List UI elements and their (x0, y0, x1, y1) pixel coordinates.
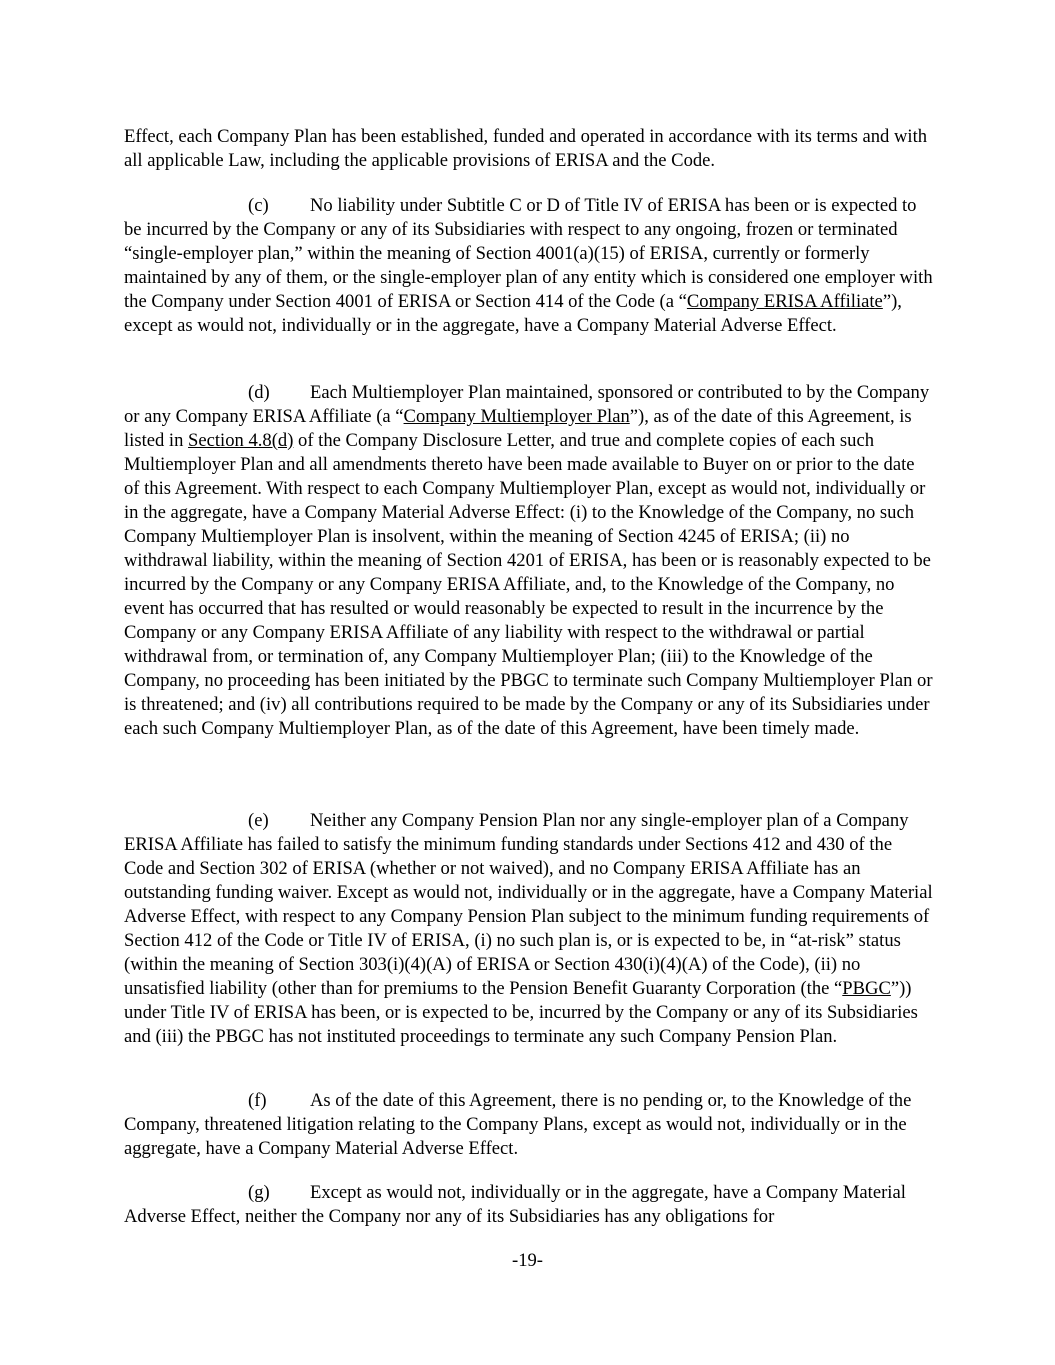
paragraph-intro-text: Effect, each Company Plan has been established, funded and operated in accordance with its terms and with all applicable Law, including the applicable provisions of ERISA and the Code. (124, 126, 928, 171)
paragraph-intro (124, 125, 934, 173)
paragraph-c-label: (c) (248, 195, 269, 216)
paragraph-e-text-2: ”)) under Title IV of ERISA has been, or is expected to be, incurred by the Company or any of its Subsidiaries and (iii) the PBGC has not instituted proceedings to terminate any such Company Pension Plan. (124, 978, 918, 1047)
paragraph-c-text-2: ”), except as would not, individually or in the aggregate, have a Company Material Adverse Effect. (124, 291, 902, 336)
section-reference: Section 4.8(d) (188, 430, 294, 451)
paragraph-f (124, 1089, 934, 1161)
paragraph-d-text-1: Each Multiemployer Plan maintained, sponsored or contributed to by the Company or any Company ERISA Affiliate (a “ (124, 382, 930, 427)
paragraph-d (124, 381, 934, 741)
paragraph-c-text-1: No liability under Subtitle C or D of Title IV of ERISA has been or is expected to be incurred by the Company or any of its Subsidiaries with respect to any ongoing, frozen or terminated “single-employer plan,” within the meaning of Section 4001(a)(15) of ERISA, currently or formerly maintained by any of them, or the single-employer plan of any entity which is considered one employer with the Company under Section 4001 of ERISA or Section 414 of the Code (a “ (124, 195, 933, 312)
defined-term-company-multiemployer-plan: Company Multiemployer Plan (403, 406, 630, 427)
paragraph-d-label: (d) (248, 382, 270, 403)
paragraph-e-label: (e) (248, 810, 269, 831)
page-number: -19- (512, 1250, 543, 1271)
paragraph-d-text-2: ”), as of the date of this Agreement, is listed in (124, 406, 912, 451)
paragraph-g-text-1: Except as would not, individually or in the aggregate, have a Company Material Adverse Effect, neither the Company nor any of its Subsidiaries has any obligations for (124, 1182, 906, 1227)
paragraph-d-text-3: of the Company Disclosure Letter, and true and complete copies of each such Multiemployer Plan and all amendments thereto have been made available to Buyer on or prior to the date of this Agreement. With respect to each Company Multiemployer Plan, except as would not, individually or in the aggregate, have a Company Material Adverse Effect: (i) to the Knowledge of the Company, no such Company Multiemployer Plan is insolvent, within the meaning of Section 4245 of ERISA; (ii) no withdrawal liability, within the meaning of Section 4201 of ERISA, has been or is reasonably expected to be incurred by the Company or any Company ERISA Affiliate, and, to the Knowledge of the Company, no event has occurred that has resulted or would reasonably be expected to result in the incurrence by the Company or any Company ERISA Affiliate of any liability with respect to the withdrawal or partial withdrawal from, or termination of, any Company Multiemployer Plan; (iii) to the Knowledge of the Company, no proceeding has been initiated by the PBGC to terminate such Company Multiemployer Plan or is threatened; and (iv) all contributions required to be made by the Company or any of its Subsidiaries under each such Company Multiemployer Plan, as of the date of this Agreement, have been timely made. (124, 430, 933, 739)
paragraph-f-label: (f) (248, 1090, 267, 1111)
paragraph-f-text-1: As of the date of this Agreement, there is no pending or, to the Knowledge of the Company, threatened litigation relating to the Company Plans, except as would not, individually or in the aggregate, have a Company Material Adverse Effect. (124, 1090, 912, 1159)
paragraph-g-label: (g) (248, 1182, 270, 1203)
paragraph-e-text-1: Neither any Company Pension Plan nor any single-employer plan of a Company ERISA Affiliate has failed to satisfy the minimum funding standards under Sections 412 and 430 of the Code and Section 302 of ERISA (whether or not waived), and no Company ERISA Affiliate has an outstanding funding waiver. Except as would not, individually or in the aggregate, have a Company Material Adverse Effect, with respect to any Company Pension Plan subject to the minimum funding requirements of Section 412 of the Code or Title IV of ERISA, (i) no such plan is, or is expected to be, in “at-risk” status (within the meaning of Section 303(i)(4)(A) of ERISA or Section 430(i)(4)(A) of the Code), (ii) no unsatisfied liability (other than for premiums to the Pension Benefit Guaranty Corporation (the “ (124, 810, 933, 999)
defined-term-pbgc: PBGC (842, 978, 891, 999)
paragraph-e (124, 809, 934, 1049)
defined-term-company-erisa-affiliate: Company ERISA Affiliate (686, 291, 883, 312)
paragraph-c (124, 194, 934, 338)
paragraph-g (124, 1181, 934, 1229)
